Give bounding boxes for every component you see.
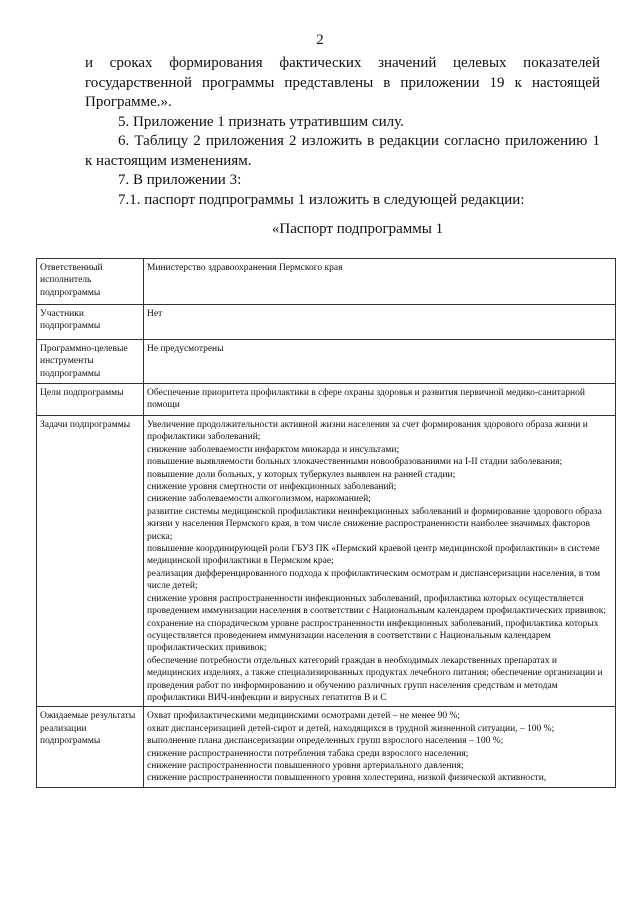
paragraph-line: государственной программы представлены в приложении 19 к настоящей [85,74,600,91]
value-line: Министерство здравоохранения Пермского края [147,263,343,273]
value-line: снижение заболеваемости алкоголизмом, наркоманией; [147,494,371,505]
value-line: Не предусмотрены [147,344,224,354]
paragraph-item-5: 5. Приложение 1 признать утратившим силу. [118,113,404,130]
value-line: Увеличение продолжительности активной жизни населения за счет формирования здорового образа жизни и профилактики заболеваний; [147,420,588,443]
value-line: охват диспансеризацией детей-сирот и детей, находящихся в трудной жизненной ситуации, – 100 %; [147,723,555,734]
value-line: Обеспечение приоритета профилактики в сфере охраны здоровья и развития первичной медико-санитарной помощи [147,388,585,411]
row-label: Цели подпрограммы [37,384,144,416]
value-line: обеспечение потребности отдельных категорий граждан в необходимых лекарственных препаратах и медицинских изделиях, а также специализированных продуктах лечебного питания; обеспечение организации и проведения работ по информированию и обучению различных групп населения средствам и методам профилактики ВИЧ-инфекции и вирусных гепатитов B и C [147,655,603,703]
value-line: выполнение плана диспансеризации определенных групп взрослого населения – 100 %; [147,736,504,747]
row-label: Ожидаемые результаты реализации подпрограммы [37,707,144,787]
page-number: 2 [316,32,324,48]
row-value [144,340,616,384]
paragraph-line: к настоящим изменениям. [85,152,252,169]
passport-table [36,258,616,788]
row-label: Задачи подпрограммы [37,416,144,707]
table-row [37,707,616,787]
intro-text [85,54,600,240]
passport-heading: «Паспорт подпрограммы 1 [271,221,444,237]
row-value [144,416,616,707]
table-row [37,259,616,305]
value-line: повышение координирующей роли ГБУЗ ПК «Пермский краевой центр медицинской профилактики» в системе медицинской профилактики в Пермском крае; [147,544,600,567]
table-row [37,384,616,416]
table-row [37,416,616,707]
paragraph-line: и сроках формирования фактических значений целевых показателей [85,55,600,71]
value-line: Нет [147,309,163,319]
paragraph-line: Программе.». [85,94,172,110]
value-line: повышение выявляемости больных злокачественными новообразованиями на I-II стадии заболевания; [147,457,563,468]
value-line: снижение распространенности повышенного уровня артериального давления; [147,760,464,771]
value-line: снижение заболеваемости инфарктом миокарда и инсультами; [147,444,400,455]
value-line: повышение доли больных, у которых туберкулез выявлен на ранней стадии; [147,469,456,480]
value-line: снижение уровня смертности от инфекционных заболеваний; [147,482,397,493]
value-line: развитие системы медицинской профилактики неинфекционных заболеваний и формирование здорового образа жизни у населения Пермского края, в том числе снижение распространенности наиболее значимых факторов риска; [147,506,602,542]
table-row [37,340,616,384]
value-line: снижение уровня распространенности инфекционных заболеваний, профилактика которых осуществляется проведением иммунизации населения в соответствии с Национальным календарем профилактических прививок; [147,593,606,617]
value-line: снижение распространенности потребления табака среди взрослого населения; [147,748,469,759]
row-value [144,384,616,416]
table-row [37,305,616,340]
value-line: реализация дифференцированного подхода к профилактическим осмотрам и диспансеризации населения, в том числе детей; [147,568,601,592]
row-label: Ответственный исполнитель подпрограммы [37,259,144,305]
value-line: сохранение на спорадическом уровне распространенности инфекционных заболеваний, профилактика которых осуществляется проведением иммунизации населения в соответствии с Национальным календарем профилактических прививок; [147,618,599,654]
row-value [144,305,616,340]
row-value [144,707,616,787]
row-label: Программно-целевые инструменты подпрограммы [37,340,144,384]
paragraph-item-6: 6. Таблицу 2 приложения 2 изложить в редакции согласно приложению 1 [118,133,600,149]
paragraph-item-7: 7. В приложении 3: [118,172,242,188]
row-label: Участники подпрограммы [37,305,144,340]
paragraph-item-7-1: 7.1. паспорт подпрограммы 1 изложить в следующей редакции: [118,191,525,208]
value-line: Охват профилактическими медицинскими осмотрами детей – не менее 90 %; [147,711,461,722]
value-line: снижение распространенности повышенного уровня холестерина, низкой физической активности, [147,773,547,784]
row-value [144,259,616,305]
